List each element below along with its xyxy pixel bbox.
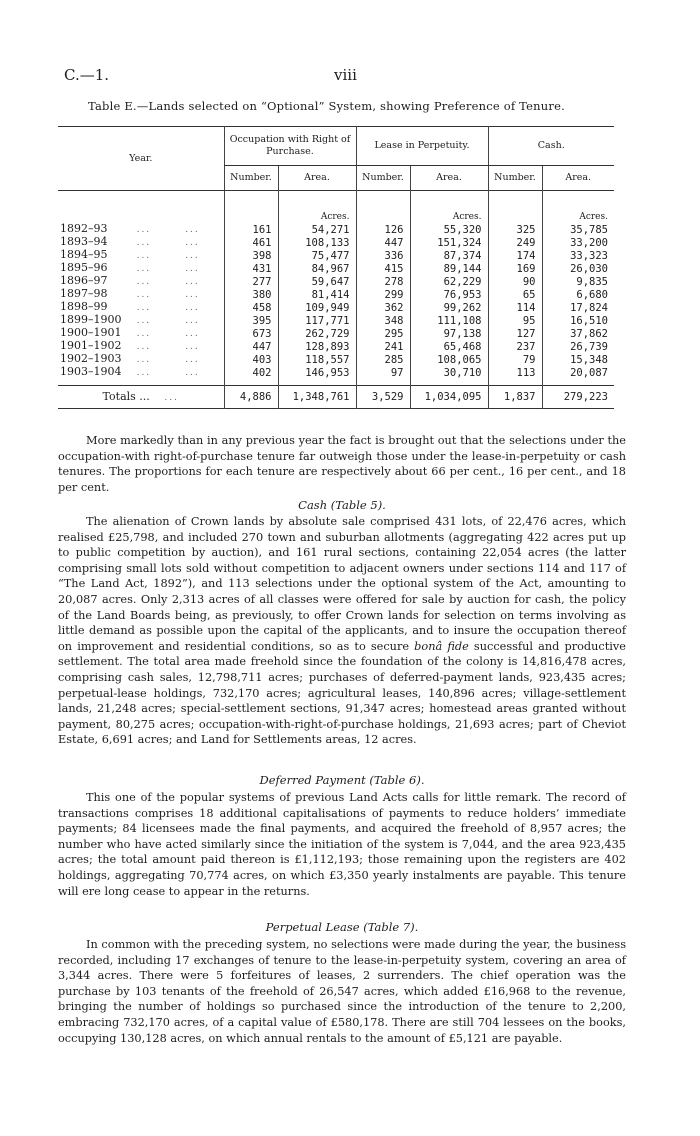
totals-lease-number: 3,529: [356, 386, 410, 409]
occupation-number-cell: 402: [224, 366, 278, 379]
cash-number-cell: 79: [488, 353, 542, 366]
occupation-area-cell: 54,271: [278, 223, 356, 236]
table-row: [58, 314, 614, 327]
cash-number-cell: 325: [488, 223, 542, 236]
table-row: [58, 275, 614, 288]
cash-area-cell: 16,510: [542, 314, 614, 327]
lease-number-cell: 447: [356, 236, 410, 249]
lease-area-cell: 65,468: [410, 340, 488, 353]
lease-area-cell: 108,065: [410, 353, 488, 366]
totals-label: Totals ... ...: [102, 389, 179, 403]
cash-number-cell: 174: [488, 249, 542, 262]
occupation-area-cell: 128,893: [278, 340, 356, 353]
cash-number-cell: 65: [488, 288, 542, 301]
cash-area-cell: 33,200: [542, 236, 614, 249]
totals-row: [58, 386, 614, 409]
lease-number-cell: 241: [356, 340, 410, 353]
occupation-area-cell: 262,729: [278, 327, 356, 340]
table-row: [58, 236, 614, 249]
unit-label: Acres.: [410, 211, 488, 223]
occupation-area-cell: 59,647: [278, 275, 356, 288]
table-row: [58, 340, 614, 353]
cash-area-cell: 35,785: [542, 223, 614, 236]
occupation-area-cell: 117,771: [278, 314, 356, 327]
cash-area-cell: 37,862: [542, 327, 614, 340]
col-area-header: Area.: [410, 166, 488, 191]
table-title: Table E.—Lands selected on “Optional” System, showing Preference of Tenure.: [88, 99, 565, 113]
cash-number-cell: 127: [488, 327, 542, 340]
year-cell: 1899–1900 ... ...: [60, 313, 200, 326]
lease-number-cell: 126: [356, 223, 410, 236]
totals-lease-area: 1,034,095: [410, 386, 488, 409]
lease-number-cell: 348: [356, 314, 410, 327]
occupation-number-cell: 395: [224, 314, 278, 327]
cash-number-cell: 169: [488, 262, 542, 275]
paragraph-intro: More markedly than in any previous year the fact is brought out that the selections under the occupation-with right-of-purchase tenure far outweigh those under the lease-in-perpetuity or cash tenures. The proportions for each tenure are respectively about 66 per cent., 16 per cent., and 18 per cent.: [58, 434, 626, 494]
group-occupation-header: Occupation with Right of Purchase.: [224, 127, 356, 166]
cash-number-cell: 114: [488, 301, 542, 314]
heading-perpetual-lease: Perpetual Lease (Table 7).: [265, 920, 419, 934]
lease-area-cell: 111,108: [410, 314, 488, 327]
document-reference: C.—1.: [64, 66, 110, 84]
lease-number-cell: 97: [356, 366, 410, 379]
occupation-area-cell: 118,557: [278, 353, 356, 366]
occupation-number-cell: 461: [224, 236, 278, 249]
cash-area-cell: 15,348: [542, 353, 614, 366]
lease-number-cell: 362: [356, 301, 410, 314]
totals-occupation-number: 4,886: [224, 386, 278, 409]
lease-area-cell: 76,953: [410, 288, 488, 301]
lease-number-cell: 295: [356, 327, 410, 340]
lease-area-cell: 97,138: [410, 327, 488, 340]
cash-area-cell: 26,030: [542, 262, 614, 275]
occupation-number-cell: 673: [224, 327, 278, 340]
occupation-number-cell: 403: [224, 353, 278, 366]
tenure-table: [58, 126, 614, 409]
col-year-header: Year.: [58, 127, 224, 191]
table-row: [58, 288, 614, 301]
totals-cash-area: 279,223: [542, 386, 614, 409]
cash-number-cell: 95: [488, 314, 542, 327]
col-area-header: Area.: [278, 166, 356, 191]
lease-number-cell: 285: [356, 353, 410, 366]
occupation-number-cell: 398: [224, 249, 278, 262]
unit-label: Acres.: [278, 211, 356, 223]
col-number-header: Number.: [224, 166, 278, 191]
year-cell: 1903–1904 ... ...: [60, 365, 200, 378]
year-cell: 1895–96 ... ...: [60, 261, 200, 274]
lease-area-cell: 62,229: [410, 275, 488, 288]
totals-cash-number: 1,837: [488, 386, 542, 409]
lease-area-cell: 30,710: [410, 366, 488, 379]
table-row: [58, 366, 614, 379]
occupation-number-cell: 277: [224, 275, 278, 288]
table-row: [58, 353, 614, 366]
cash-area-cell: 9,835: [542, 275, 614, 288]
year-cell: 1900–1901 ... ...: [60, 326, 200, 339]
cash-number-cell: 113: [488, 366, 542, 379]
occupation-area-cell: 84,967: [278, 262, 356, 275]
col-number-header: Number.: [356, 166, 410, 191]
paragraph-perpetual-lease: In common with the preceding system, no selections were made during the year, the business recorded, including 17 exchanges of tenure to the lease-in-perpetuity system, covering an area of 3,344 acres. There were 5 forfeitures of leases, 2 surrenders. The chief operation was the purchase by 103 tenants of the freehold of 26,547 acres, which added £16,968 to the revenue, bringing the number of holdings so purchased since the introduction of the tenure to 2,200, embracing 732,170 acres, of a capital value of £580,178. There are still 704 lessees on the books, occupying 130,128 acres, on which annual rentals to the amount of £5,121 are payable.: [58, 938, 626, 1045]
occupation-number-cell: 447: [224, 340, 278, 353]
table-row: [58, 249, 614, 262]
paragraph-cash: The alienation of Crown lands by absolute sale comprised 431 lots, of 22,476 acres, which realised £25,798, and included 270 town and suburban allotments (aggregating 422 acres put up to public competition by auction), and 161 rural sections, containing 22,054 acres (the latter comprising small lots sold without competition to adjacent owners under sections 114 and 117 of “The Land Act, 1892”), and 113 selections under the optional system of the Act, amounting to 20,087 acres. Only 2,313 acres of all classes were offered for sale by auction for cash, the policy of the Land Boards being, as previously, to offer Crown lands for selection on terms involving as little demand as possible upon the capital of the applicants, and to insure the occupation thereof on improvement and residential conditions, so as to secure bonâ fide successful and productive settlement. The total area made freehold since the foundation of the colony is 14,816,478 acres, comprising cash sales, 12,798,711 acres; purchases of deferred-payment lands, 923,435 acres; perpetual-lease holdings, 732,170 acres; agricultural leases, 140,896 acres; village-settlement lands, 21,248 acres; special-settlement sections, 91,347 acres; homestead areas granted without payment, 80,275 acres; occupation-with-right-of-purchase holdings, 21,693 acres; part of Cheviot Estate, 6,691 acres; and Land for Settlements areas, 12 acres.: [58, 515, 626, 747]
occupation-number-cell: 380: [224, 288, 278, 301]
occupation-area-cell: 108,133: [278, 236, 356, 249]
col-area-header: Area.: [542, 166, 614, 191]
group-lease-header: Lease in Perpetuity.: [356, 127, 488, 166]
lease-number-cell: 278: [356, 275, 410, 288]
year-cell: 1894–95 ... ...: [60, 248, 200, 261]
group-cash-header: Cash.: [488, 127, 614, 166]
cash-area-cell: 20,087: [542, 366, 614, 379]
occupation-area-cell: 81,414: [278, 288, 356, 301]
cash-area-cell: 6,680: [542, 288, 614, 301]
totals-occupation-area: 1,348,761: [278, 386, 356, 409]
cash-area-cell: 17,824: [542, 301, 614, 314]
cash-area-cell: 26,739: [542, 340, 614, 353]
table-row: [58, 262, 614, 275]
unit-label: Acres.: [542, 211, 614, 223]
cash-number-cell: 90: [488, 275, 542, 288]
occupation-number-cell: 458: [224, 301, 278, 314]
lease-area-cell: 87,374: [410, 249, 488, 262]
year-cell: 1892–93 ... ...: [60, 222, 200, 235]
table-row: [58, 327, 614, 340]
col-number-header: Number.: [488, 166, 542, 191]
table-row: [58, 301, 614, 314]
cash-number-cell: 237: [488, 340, 542, 353]
table-row: [58, 223, 614, 236]
paragraph-deferred-payment: This one of the popular systems of previous Land Acts calls for little remark. The record of transactions comprises 18 additional capitalisations of payments to reduce holders’ immediate payments; 84 licensees made the final payments, and acquired the freehold of 8,957 acres; the number who have acted similarly since the initiation of the system is 7,044, and the area 923,435 acres; the total amount paid thereon is £1,112,193; those remaining upon the registers are 402 holdings, aggregating 70,774 acres, on which £3,350 yearly instalments are payable. This tenure will ere long cease to appear in the returns.: [58, 791, 626, 898]
occupation-number-cell: 161: [224, 223, 278, 236]
lease-area-cell: 99,262: [410, 301, 488, 314]
occupation-area-cell: 109,949: [278, 301, 356, 314]
year-cell: 1897–98 ... ...: [60, 287, 200, 300]
heading-deferred-payment: Deferred Payment (Table 6).: [259, 773, 425, 787]
occupation-area-cell: 75,477: [278, 249, 356, 262]
lease-number-cell: 415: [356, 262, 410, 275]
year-cell: 1896–97 ... ...: [60, 274, 200, 287]
occupation-area-cell: 146,953: [278, 366, 356, 379]
lease-area-cell: 151,324: [410, 236, 488, 249]
occupation-number-cell: 431: [224, 262, 278, 275]
year-cell: 1901–1902 ... ...: [60, 339, 200, 352]
year-cell: 1902–1903 ... ...: [60, 352, 200, 365]
lease-number-cell: 336: [356, 249, 410, 262]
lease-area-cell: 55,320: [410, 223, 488, 236]
year-cell: 1898–99 ... ...: [60, 300, 200, 313]
lease-number-cell: 299: [356, 288, 410, 301]
cash-number-cell: 249: [488, 236, 542, 249]
year-cell: 1893–94 ... ...: [60, 235, 200, 248]
cash-area-cell: 33,323: [542, 249, 614, 262]
lease-area-cell: 89,144: [410, 262, 488, 275]
heading-cash: Cash (Table 5).: [298, 498, 386, 512]
page-number: viii: [334, 66, 357, 84]
